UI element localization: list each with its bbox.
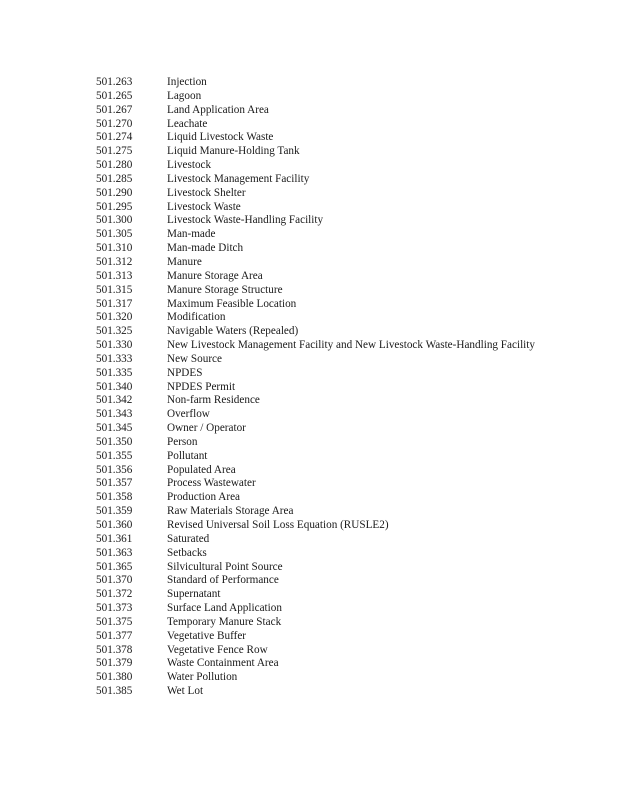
section-number: 501.377 bbox=[96, 629, 133, 642]
section-number: 501.342 bbox=[96, 394, 133, 407]
section-title: Man-made bbox=[167, 228, 216, 241]
section-number: 501.360 bbox=[96, 519, 133, 531]
section-title: Setbacks bbox=[167, 546, 207, 559]
section-title: Liquid Livestock Waste bbox=[167, 131, 274, 144]
section-title: Populated Area bbox=[167, 463, 236, 476]
definition-entry bbox=[96, 339, 556, 353]
definition-entry bbox=[96, 325, 556, 339]
section-number: 501.275 bbox=[96, 145, 133, 158]
definition-entry bbox=[96, 311, 556, 325]
section-title: Manure bbox=[167, 255, 202, 268]
section-number: 501.300 bbox=[96, 214, 133, 227]
definition-entry bbox=[96, 450, 556, 464]
section-number: 501.361 bbox=[96, 532, 133, 545]
section-title: Owner / Operator bbox=[167, 422, 246, 435]
definition-entry bbox=[96, 118, 556, 132]
definition-entry bbox=[96, 201, 556, 215]
definition-entry bbox=[96, 298, 556, 312]
definition-entry bbox=[96, 394, 556, 408]
section-title: Wet Lot bbox=[167, 685, 204, 698]
section-number: 501.385 bbox=[96, 685, 133, 698]
section-title: Vegetative Fence Row bbox=[167, 643, 268, 656]
section-number: 501.317 bbox=[96, 297, 133, 310]
section-title: Maximum Feasible Location bbox=[167, 297, 297, 310]
section-number: 501.372 bbox=[96, 588, 133, 601]
section-number: 501.274 bbox=[96, 131, 133, 144]
section-title: Production Area bbox=[167, 491, 241, 504]
definition-entry bbox=[96, 270, 556, 284]
definition-entry bbox=[96, 588, 556, 602]
definition-entry bbox=[96, 685, 556, 699]
section-title: Saturated bbox=[167, 532, 210, 545]
section-title: Manure Storage Area bbox=[167, 269, 263, 282]
definition-entry bbox=[96, 159, 556, 173]
section-number: 501.365 bbox=[96, 560, 133, 573]
section-number: 501.280 bbox=[96, 159, 133, 172]
section-title: Vegetative Buffer bbox=[167, 629, 247, 642]
definition-entry bbox=[96, 519, 556, 533]
definition-entry bbox=[96, 464, 556, 478]
section-title: Livestock bbox=[167, 159, 212, 172]
section-title: Non-farm Residence bbox=[167, 394, 260, 407]
section-number: 501.320 bbox=[96, 311, 133, 324]
section-number: 501.356 bbox=[96, 463, 133, 476]
definition-entry bbox=[96, 477, 556, 491]
definition-entry bbox=[96, 256, 556, 270]
definition-entry bbox=[96, 436, 556, 450]
section-title: NPDES bbox=[167, 366, 203, 379]
section-title: Silvicultural Point Source bbox=[167, 560, 283, 573]
section-number: 501.379 bbox=[96, 657, 133, 670]
section-number: 501.345 bbox=[96, 422, 133, 435]
definition-entry bbox=[96, 367, 556, 381]
definition-entry bbox=[96, 671, 556, 685]
definition-entry bbox=[96, 76, 556, 90]
section-number: 501.343 bbox=[96, 408, 133, 421]
definition-entry bbox=[96, 491, 556, 505]
definition-entry bbox=[96, 145, 556, 159]
definition-entry bbox=[96, 187, 556, 201]
definition-entry bbox=[96, 284, 556, 298]
section-title: Raw Materials Storage Area bbox=[167, 505, 294, 518]
definition-entry bbox=[96, 630, 556, 644]
section-title: Revised Universal Soil Loss Equation (RUSLE2) bbox=[167, 519, 389, 531]
section-title: NPDES Permit bbox=[167, 380, 236, 393]
section-number: 501.330 bbox=[96, 339, 133, 352]
section-number: 501.267 bbox=[96, 103, 133, 116]
section-title: New Source bbox=[167, 352, 222, 365]
definition-entry bbox=[96, 547, 556, 561]
definition-entry bbox=[96, 353, 556, 367]
section-number: 501.290 bbox=[96, 186, 133, 199]
section-number: 501.333 bbox=[96, 352, 133, 365]
definition-entry bbox=[96, 561, 556, 575]
section-title: Livestock Management Facility bbox=[167, 172, 310, 185]
section-number: 501.355 bbox=[96, 449, 133, 462]
section-number: 501.270 bbox=[96, 117, 133, 130]
section-number: 501.313 bbox=[96, 269, 133, 282]
section-title: Manure Storage Structure bbox=[167, 283, 283, 296]
section-title: New Livestock Management Facility and New Livestock Waste-Handling Facility bbox=[167, 339, 535, 352]
section-title: Livestock Waste bbox=[167, 200, 241, 213]
section-number: 501.363 bbox=[96, 546, 133, 559]
section-number: 501.305 bbox=[96, 228, 133, 241]
section-title: Process Wastewater bbox=[167, 477, 256, 490]
section-number: 501.265 bbox=[96, 89, 133, 102]
definition-entry bbox=[96, 104, 556, 118]
section-number: 501.357 bbox=[96, 477, 133, 490]
definition-entry bbox=[96, 574, 556, 588]
section-number: 501.310 bbox=[96, 242, 133, 255]
section-number: 501.263 bbox=[96, 76, 133, 88]
definition-entry bbox=[96, 505, 556, 519]
section-title: Injection bbox=[167, 76, 207, 88]
section-title: Navigable Waters (Repealed) bbox=[167, 325, 299, 338]
section-number: 501.373 bbox=[96, 602, 133, 615]
section-title: Livestock Shelter bbox=[167, 186, 246, 199]
section-title: Water Pollution bbox=[167, 671, 238, 684]
definition-entry bbox=[96, 131, 556, 145]
section-number: 501.325 bbox=[96, 325, 133, 338]
section-title: Liquid Manure-Holding Tank bbox=[167, 145, 300, 158]
section-number: 501.335 bbox=[96, 366, 133, 379]
section-number: 501.380 bbox=[96, 671, 133, 684]
definition-entry bbox=[96, 616, 556, 630]
section-title: Standard of Performance bbox=[167, 574, 279, 587]
section-title: Lagoon bbox=[167, 89, 202, 102]
definition-entry bbox=[96, 602, 556, 616]
definition-entry bbox=[96, 381, 556, 395]
section-title: Person bbox=[167, 435, 198, 448]
definition-entry bbox=[96, 90, 556, 104]
definition-entry bbox=[96, 214, 556, 228]
section-title: Temporary Manure Stack bbox=[167, 615, 282, 628]
section-title: Pollutant bbox=[167, 449, 208, 462]
definition-entry bbox=[96, 422, 556, 436]
definition-entry bbox=[96, 173, 556, 187]
definition-entry bbox=[96, 657, 556, 671]
section-title: Overflow bbox=[167, 408, 210, 421]
section-number: 501.340 bbox=[96, 380, 133, 393]
definition-entry bbox=[96, 408, 556, 422]
section-title: Land Application Area bbox=[167, 103, 269, 116]
section-title: Man-made Ditch bbox=[167, 242, 244, 255]
section-number: 501.285 bbox=[96, 172, 133, 185]
section-number: 501.370 bbox=[96, 574, 133, 587]
section-number: 501.358 bbox=[96, 491, 133, 504]
section-number: 501.350 bbox=[96, 435, 133, 448]
section-number: 501.378 bbox=[96, 643, 133, 656]
section-title: Surface Land Application bbox=[167, 602, 282, 615]
section-title: Supernatant bbox=[167, 588, 221, 601]
section-title: Leachate bbox=[167, 117, 208, 130]
section-title: Waste Containment Area bbox=[167, 657, 279, 670]
definition-entry bbox=[96, 228, 556, 242]
definitions-list bbox=[96, 76, 556, 699]
section-number: 501.295 bbox=[96, 200, 133, 213]
section-title: Livestock Waste-Handling Facility bbox=[167, 214, 324, 227]
section-title: Modification bbox=[167, 311, 226, 324]
definition-entry bbox=[96, 242, 556, 256]
section-number: 501.315 bbox=[96, 283, 133, 296]
definition-entry bbox=[96, 644, 556, 658]
section-number: 501.375 bbox=[96, 615, 133, 628]
section-number: 501.312 bbox=[96, 255, 133, 268]
definition-entry bbox=[96, 533, 556, 547]
section-number: 501.359 bbox=[96, 505, 133, 518]
